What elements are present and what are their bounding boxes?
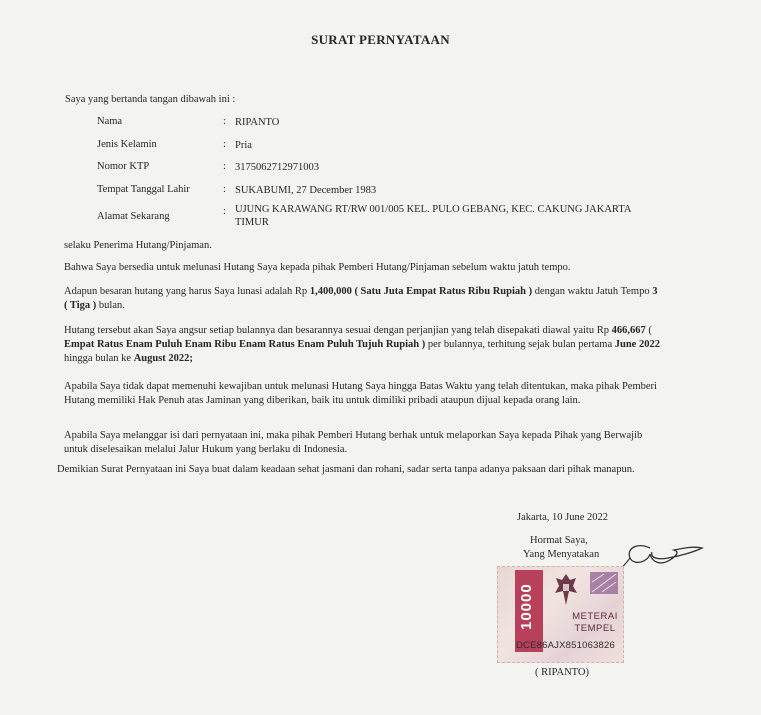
stamp-label-meterai: METERAI bbox=[572, 611, 618, 622]
signer-name: ( RIPANTO) bbox=[535, 667, 589, 678]
stamp-serial: DCE86AJX851063826 bbox=[516, 640, 615, 651]
closing-text: Demikian Surat Pernyataan ini Saya buat dalam keadaan sehat jasmani dan rohani, sadar serta tanpa adanya paksaan dari pihak manapun. bbox=[57, 464, 635, 475]
field-label-ktp: Nomor KTP bbox=[97, 161, 150, 172]
field-label-address: Alamat Sekarang bbox=[97, 211, 170, 222]
field-label-name: Nama bbox=[97, 116, 123, 127]
paragraph-violation-l2: untuk diselesaikan melalui Jalur Hukum yang berlaku di Indonesia. bbox=[64, 444, 348, 455]
field-value-address-cont: TIMUR bbox=[235, 217, 269, 228]
signer-role: Yang Menyatakan bbox=[523, 549, 600, 560]
field-value-ktp: 3175062712971003 bbox=[235, 162, 319, 173]
field-value-gender: Pria bbox=[235, 140, 252, 151]
paragraph-violation-l1: Apabila Saya melanggar isi dari pernyataan ini, maka pihak Pemberi Hutang berhak untuk melaporkan Saya kepada Pihak yang Berwajib bbox=[64, 430, 643, 441]
role-text: selaku Penerima Hutang/Pinjaman. bbox=[64, 240, 212, 251]
field-value-birth: SUKABUMI, 27 December 1983 bbox=[235, 185, 377, 196]
paragraph-default-l2: Hutang memiliki Hak Penuh atas Jaminan yang diberikan, baik itu untuk dimiliki pribadi ataupun dijual kepada orang lain. bbox=[64, 395, 581, 406]
field-colon: : bbox=[223, 206, 226, 217]
garuda-emblem-icon bbox=[553, 571, 579, 609]
field-value-address: UJUNG KARAWANG RT/RW 001/005 KEL. PULO GEBANG, KEC. CAKUNG JAKARTA bbox=[235, 204, 632, 215]
regards-text: Hormat Saya, bbox=[530, 535, 588, 546]
field-colon: : bbox=[223, 139, 226, 150]
paragraph-amount: Adapun besaran hutang yang harus Saya lunasi adalah Rp 1,400,000 ( Satu Juta Empat Ratus Ribu Rupiah ) dengan waktu Jatuh Tempo 3 ( Tiga ) bulan. bbox=[64, 286, 658, 311]
stamp-label-tempel: TEMPEL bbox=[574, 623, 616, 634]
field-value-name: RIPANTO bbox=[235, 117, 280, 128]
place-date: Jakarta, 10 June 2022 bbox=[517, 512, 608, 523]
paragraph-repayment: Bahwa Saya bersedia untuk melunasi Hutang Saya kepada pihak Pemberi Hutang/Pinjaman sebelum waktu jatuh tempo. bbox=[64, 262, 571, 273]
paragraph-default-l1: Apabila Saya tidak dapat memenuhi kewajiban untuk melunasi Hutang Saya hingga Batas Waktu yang telah ditentukan, maka pihak Pemberi bbox=[64, 381, 657, 392]
field-colon: : bbox=[223, 116, 226, 127]
stamp-pattern-icon bbox=[590, 572, 618, 594]
signature bbox=[610, 536, 705, 581]
stamp-value: 10000 bbox=[518, 583, 535, 630]
intro-text: Saya yang bertanda tangan dibawah ini : bbox=[65, 94, 236, 105]
field-colon: : bbox=[223, 161, 226, 172]
field-label-gender: Jenis Kelamin bbox=[97, 139, 157, 150]
field-label-birth: Tempat Tanggal Lahir bbox=[97, 184, 190, 195]
paragraph-installment: Hutang tersebut akan Saya angsur setiap bulannya dan besarannya sesuai dengan perjanjian yang telah disepakati diawal yaitu Rp 466,667 ( Empat Ratus Enam Puluh Enam Ribu Enam Ratus Enam Puluh Tujuh Rupiah ) per bulannya, terhitung sejak bulan pertama June 2022 hingga bulan ke August 2022; bbox=[64, 325, 660, 364]
field-colon: : bbox=[223, 184, 226, 195]
document-title: SURAT PERNYATAAN bbox=[311, 32, 450, 47]
